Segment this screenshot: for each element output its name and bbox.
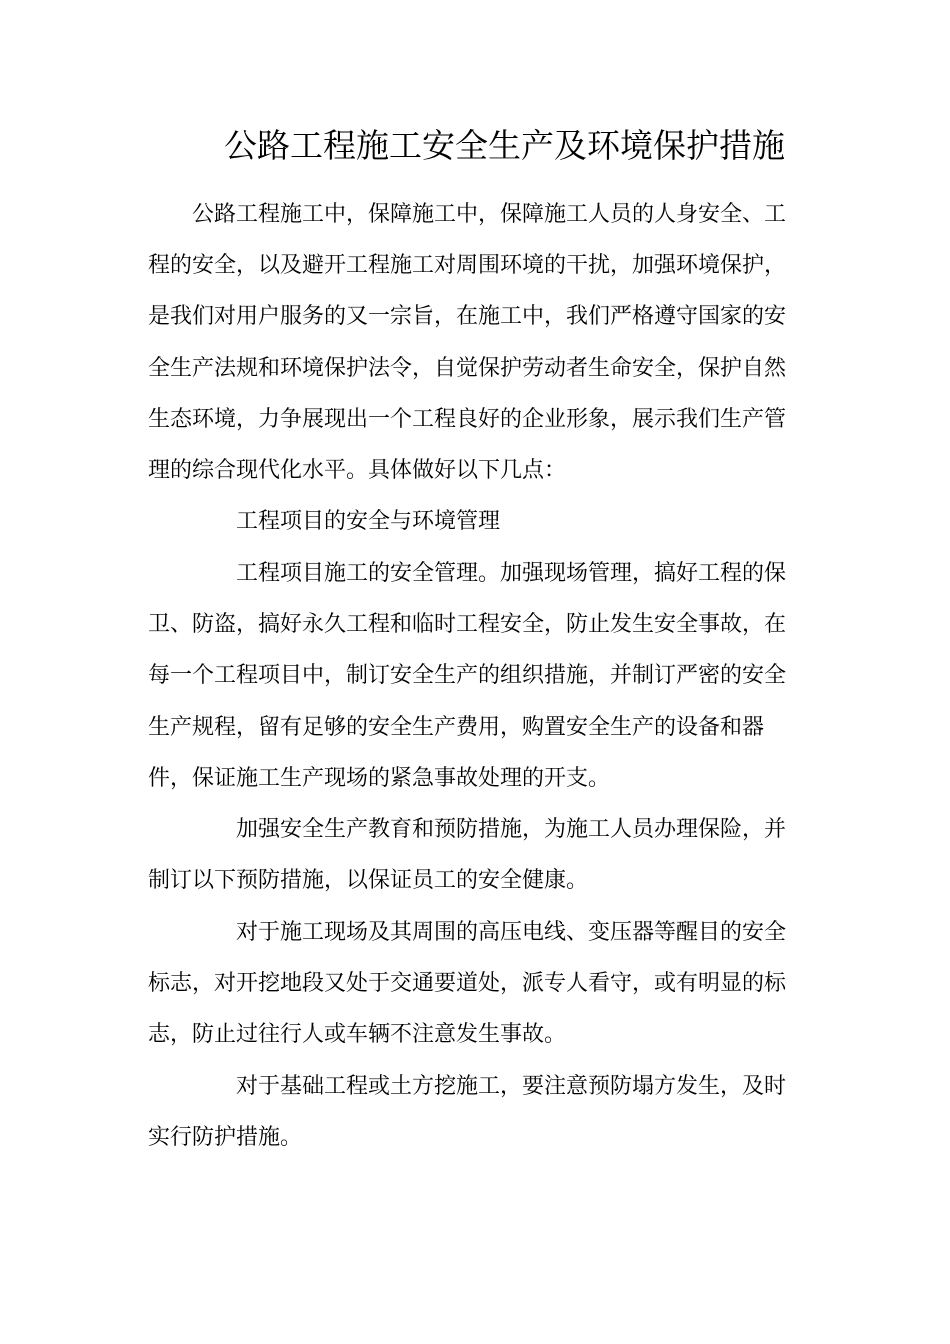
paragraph-4-line-1: 加强安全生产教育和预防措施，为施工人员办理保险，并 <box>236 817 787 842</box>
section-heading: 工程项目的安全与环境管理 <box>236 509 501 534</box>
document-title: 公路工程施工安全生产及环境保护措施 <box>224 126 785 165</box>
paragraph-1-line-4: 全生产法规和环境保护法令，自觉保护劳动者生命安全，保护自然 <box>148 356 787 381</box>
paragraph-1-line-3: 是我们对用户服务的又一宗旨，在施工中，我们严格遵守国家的安 <box>148 304 787 329</box>
paragraph-1-line-5: 生态环境，力争展现出一个工程良好的企业形象，展示我们生产管 <box>148 407 787 432</box>
paragraph-3-line-5: 件，保证施工生产现场的紧急事故处理的开支。 <box>148 766 611 791</box>
paragraph-3-line-4: 生产规程，留有足够的安全生产费用，购置安全生产的设备和器 <box>148 715 765 740</box>
paragraph-5-line-2: 标志，对开挖地段又处于交通要道处，派专人看守，或有明显的标 <box>148 971 787 996</box>
paragraph-3-line-3: 每一个工程项目中，制订安全生产的组织措施，并制订严密的安全 <box>148 663 787 688</box>
paragraph-6-line-2: 实行防护措施。 <box>148 1125 303 1150</box>
paragraph-3-line-2: 卫、防盗，搞好永久工程和临时工程安全，防止发生安全事故，在 <box>148 612 787 637</box>
paragraph-3-line-1: 工程项目施工的安全管理。加强现场管理，搞好工程的保 <box>236 561 787 586</box>
paragraph-5-line-3: 志，防止过往行人或车辆不注意发生事故。 <box>148 1022 567 1047</box>
paragraph-6-line-1: 对于基础工程或土方挖施工，要注意预防塌方发生，及时 <box>236 1074 787 1099</box>
paragraph-5-line-1: 对于施工现场及其周围的高压电线、变压器等醒目的安全 <box>236 920 787 945</box>
paragraph-1-line-1: 公路工程施工中，保障施工中，保障施工人员的人身安全、工 <box>192 202 787 227</box>
paragraph-1-line-2: 程的安全，以及避开工程施工对周围环境的干扰，加强环境保护， <box>148 253 787 278</box>
paragraph-1-line-6: 理的综合现代化水平。具体做好以下几点： <box>148 458 567 483</box>
paragraph-4-line-2: 制订以下预防措施，以保证员工的安全健康。 <box>148 868 589 893</box>
